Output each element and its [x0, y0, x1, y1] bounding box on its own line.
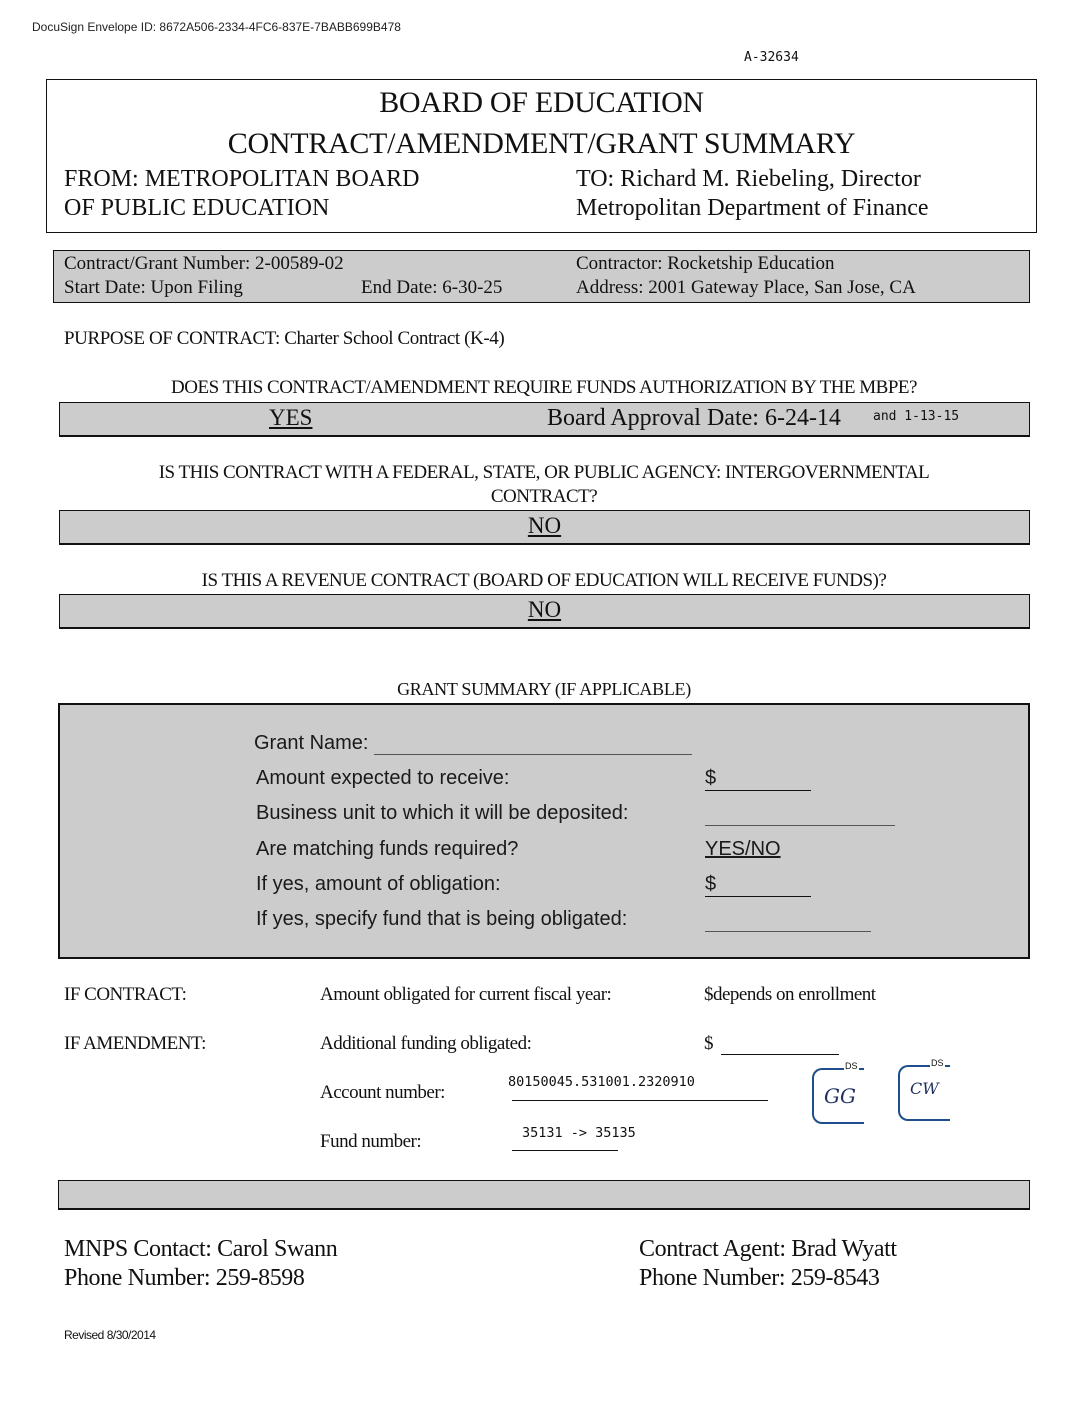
contract-agent-phone: Phone Number: 259-8543	[639, 1265, 880, 1291]
end-date: End Date: 6-30-25	[361, 277, 503, 298]
additional-funding-field	[704, 1033, 839, 1055]
board-approval-date: Board Approval Date: 6-24-14	[547, 405, 841, 431]
contract-info-box	[53, 250, 1030, 303]
contractor: Contractor: Rocketship Education	[576, 253, 835, 274]
grant-row-label: If yes, amount of obligation:	[256, 873, 501, 895]
grant-summary-title: GRANT SUMMARY (IF APPLICABLE)	[397, 679, 691, 699]
mnps-contact: MNPS Contact: Carol Swann	[64, 1236, 338, 1262]
account-number-value: 80150045.531001.2320910	[508, 1074, 695, 1090]
fund-number-value: 35131 -> 35135	[522, 1125, 636, 1141]
account-number-label: Account number:	[320, 1082, 445, 1103]
obligation-amount-value: $	[705, 873, 811, 897]
docusign-envelope-id: DocuSign Envelope ID: 8672A506-2334-4FC6-837E-7BABB699B478	[32, 20, 401, 34]
ds-tag: DS	[931, 1058, 944, 1068]
board-approval-date-extra: and 1-13-15	[873, 409, 960, 424]
answer-no: NO	[527, 513, 562, 538]
from-line-1: FROM: METROPOLITAN BOARD	[64, 166, 420, 192]
contractor-address: Address: 2001 Gateway Place, San Jose, CA	[576, 277, 916, 298]
business-unit-blank	[705, 802, 895, 826]
obligated-fund-blank	[705, 908, 871, 932]
fund-number-label: Fund number:	[320, 1131, 422, 1152]
to-line-2: Metropolitan Department of Finance	[576, 195, 929, 221]
grant-name-blank	[374, 734, 692, 755]
answer-yes: YES	[269, 405, 313, 430]
answer-box-intergovernmental	[59, 510, 1030, 545]
form-subtitle: CONTRACT/AMENDMENT/GRANT SUMMARY	[227, 127, 856, 160]
question-funds-authorization: DOES THIS CONTRACT/AMENDMENT REQUIRE FUNDS AUTHORIZATION BY THE MBPE?	[171, 377, 917, 398]
additional-funding-blank	[721, 1036, 839, 1055]
grant-name-label: Grant Name:	[254, 732, 369, 754]
ds-tag: DS	[845, 1061, 858, 1071]
amount-expected-value: $	[705, 767, 811, 791]
grant-row-label: Are matching funds required?	[256, 838, 519, 860]
grant-row-label: Business unit to which it will be deposited:	[256, 802, 629, 824]
question-intergovernmental-line1: IS THIS CONTRACT WITH A FEDERAL, STATE, OR PUBLIC AGENCY: INTERGOVERNMENTAL	[158, 462, 930, 483]
to-line-1: TO: Richard M. Riebeling, Director	[576, 166, 921, 192]
contract-number: Contract/Grant Number: 2-00589-02	[64, 253, 344, 274]
fund-number-underline	[512, 1150, 618, 1151]
grant-name-field	[254, 732, 692, 755]
amount-obligated-value: $depends on enrollment	[704, 984, 876, 1005]
answer-no: NO	[527, 597, 562, 622]
question-revenue-contract: IS THIS A REVENUE CONTRACT (BOARD OF EDUCATION WILL RECEIVE FUNDS)?	[201, 570, 887, 591]
account-number-underline	[512, 1100, 768, 1101]
answer-box-revenue-contract	[59, 594, 1030, 629]
start-date: Start Date: Upon Filing	[64, 277, 243, 298]
header-box	[46, 79, 1037, 233]
grant-row-label: Amount expected to receive:	[256, 767, 510, 789]
initials-signature: GG	[824, 1084, 856, 1108]
revised-date: Revised 8/30/2014	[64, 1328, 156, 1342]
from-line-2: OF PUBLIC EDUCATION	[64, 195, 330, 221]
mnps-phone: Phone Number: 259-8598	[64, 1265, 305, 1291]
initials-signature: CW	[910, 1079, 939, 1098]
contract-agent: Contract Agent: Brad Wyatt	[639, 1236, 897, 1262]
document-number: A-32634	[744, 50, 799, 65]
question-intergovernmental-line2: CONTRACT?	[490, 486, 598, 507]
docusign-initials-stamp-1[interactable]	[812, 1061, 864, 1124]
grant-summary-box	[58, 703, 1030, 959]
if-contract-label: IF CONTRACT:	[64, 984, 187, 1005]
if-amendment-label: IF AMENDMENT:	[64, 1033, 206, 1054]
answer-box-funds-authorization	[59, 402, 1030, 437]
additional-funding-value: $	[704, 1033, 713, 1054]
empty-grey-box	[58, 1180, 1030, 1210]
docusign-initials-stamp-2[interactable]	[898, 1058, 950, 1121]
matching-funds-value: YES/NO	[705, 838, 781, 860]
grant-row-label: If yes, specify fund that is being obligated:	[256, 908, 628, 930]
purpose-of-contract: PURPOSE OF CONTRACT: Charter School Contract (K-4)	[64, 328, 505, 349]
additional-funding-label: Additional funding obligated:	[320, 1033, 532, 1054]
form-title: BOARD OF EDUCATION	[379, 86, 704, 119]
amount-obligated-label: Amount obligated for current fiscal year:	[320, 984, 612, 1005]
